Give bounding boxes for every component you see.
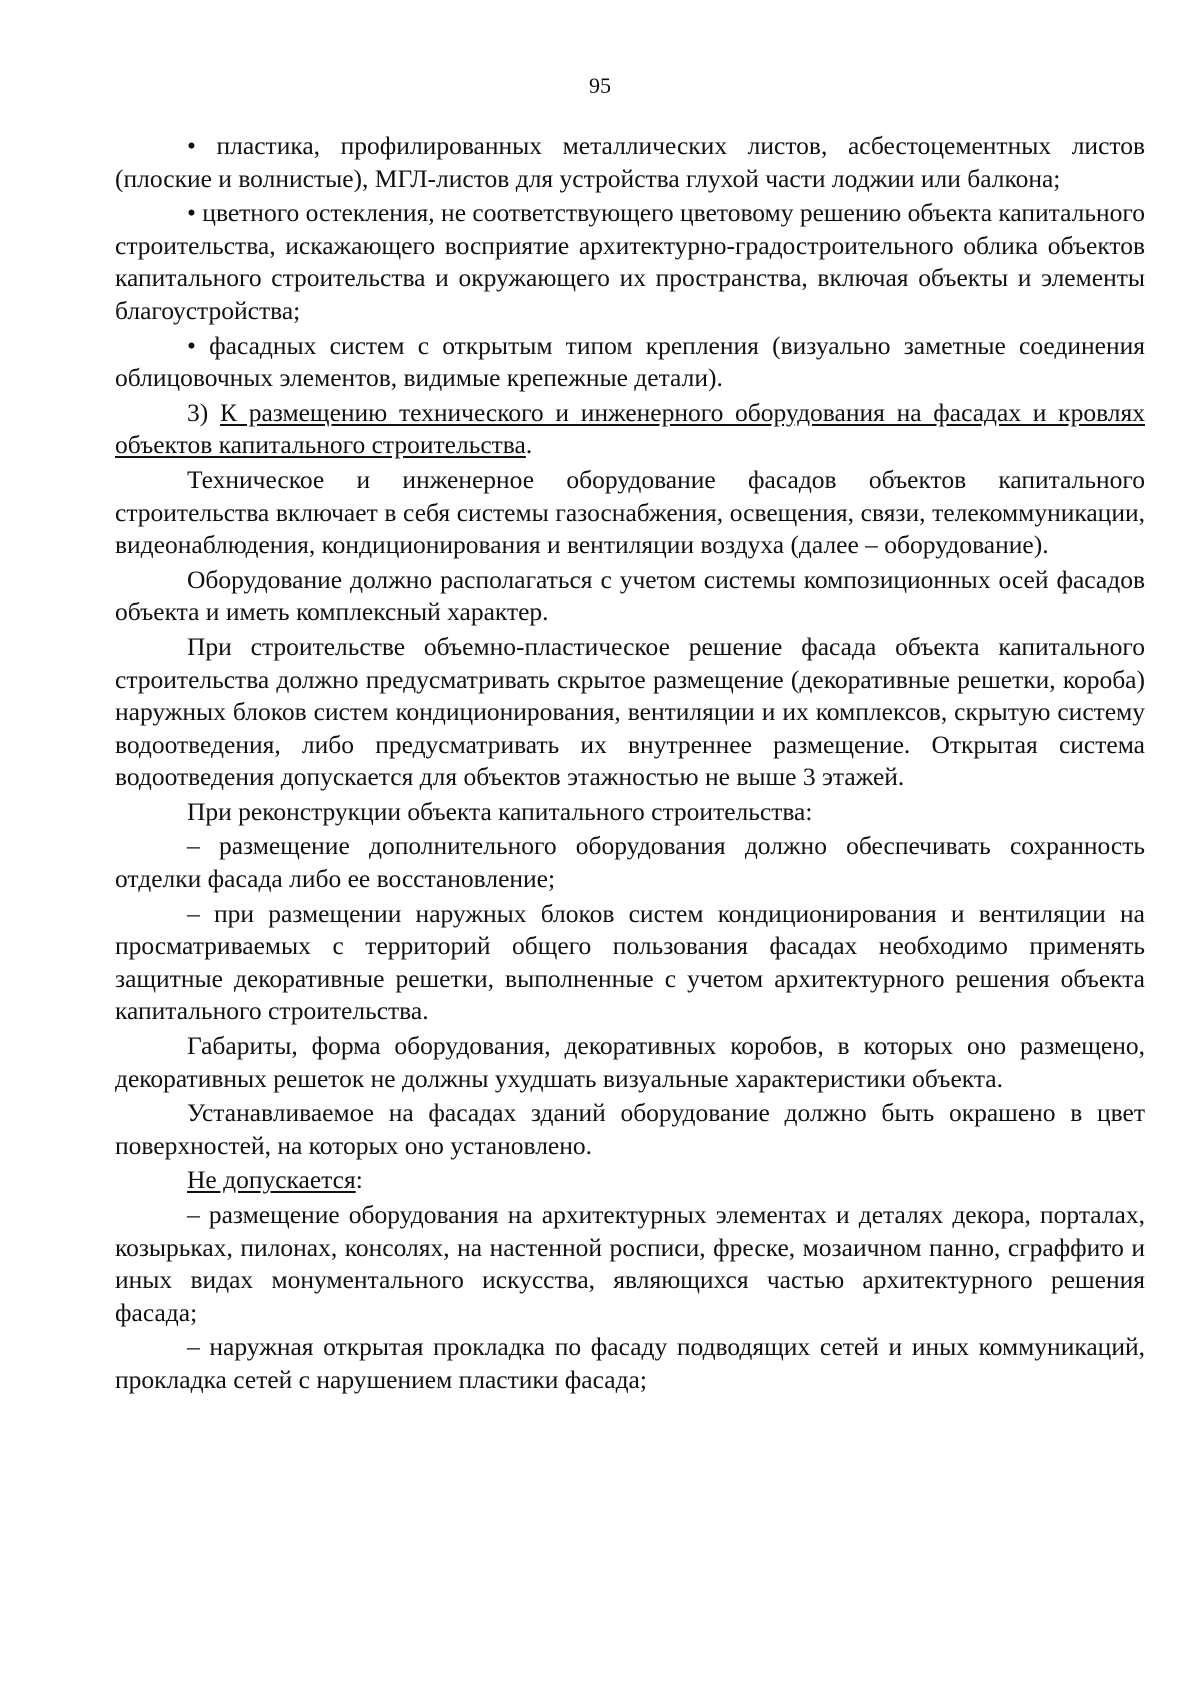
section-heading-tail: . — [525, 430, 533, 460]
section-heading-underlined: К размещению технического и инженерного оборудования на фасадах и кровлях объектов капитального строительства — [115, 397, 1145, 460]
paragraph-bullet-plastic: • пластика, профилированных металлических листов, асбестоцементных листов (плоские и волнистые), МГЛ-листов для устройства глухой части лоджии или балкона; — [115, 131, 1145, 193]
paragraph-bullet-facade-systems: • фасадных систем с открытым типом крепления (визуально заметные соединения облицовочных элементов, видимые крепежные детали). — [115, 330, 1145, 393]
document-body — [115, 130, 1145, 1399]
section-number: 3) — [187, 397, 220, 427]
not-allowed-underlined: Не допускается — [187, 1165, 356, 1195]
page-number: 95 — [589, 73, 611, 98]
paragraph-section-3-heading — [115, 397, 1145, 462]
not-allowed-tail: : — [355, 1165, 363, 1195]
paragraph-not-allowed-item-2: – наружная открытая прокладка по фасаду подводящих сетей и иных коммуникаций, прокладка сетей с нарушением пластики фасада; — [115, 1332, 1145, 1394]
paragraph-painting: Устанавливаемое на фасадах зданий оборудование должно быть окрашено в цвет поверхностей, на которых оно установлено. — [115, 1098, 1145, 1160]
paragraph-equipment-placement: Оборудование должно располагаться с учетом системы композиционных осей фасадов объекта и иметь комплексный характер. — [115, 564, 1145, 627]
paragraph-reconstruction-item-1: – размещение дополнительного оборудования должно обеспечивать сохранность отделки фасада либо ее восстановление; — [115, 831, 1145, 894]
paragraph-not-allowed-heading — [115, 1164, 1145, 1197]
paragraph-dimensions: Габариты, форма оборудования, декоративных коробов, в которых оно размещено, декоративных решеток не должны ухудшать визуальные характеристики объекта. — [115, 1031, 1145, 1093]
paragraph-not-allowed-item-1: – размещение оборудования на архитектурных элементах и деталях декора, порталах, козырьках, пилонах, консолях, на настенной росписи, фреске, мозаичном панно, сграффито и иных видах монументального искусства, являющихся частью архитектурного решения фасада; — [115, 1200, 1145, 1327]
paragraph-reconstruction-item-2: – при размещении наружных блоков систем кондиционирования и вентиляции на просматриваемых с территорий общего пользования фасадах необходимо применять защитные декоративные решетки, выполненные с учетом архитектурного решения объекта капитального строительства. — [115, 898, 1145, 1026]
paragraph-reconstruction-intro: При реконструкции объекта капитального строительства: — [187, 796, 813, 826]
paragraph-construction-requirements: При строительстве объемно-пластическое решение фасада объекта капитального строительства должно предусматривать скрытое размещение (декоративные решетки, короба) наружных блоков систем кондиционирования, вентиляции и их комплексов, скрытую систему водоотведения, либо предусматривать их внутреннее размещение. Открытая система водоотведения допускается для объектов этажностью не выше 3 этажей. — [115, 631, 1145, 792]
paragraph-equipment-definition: Техническое и инженерное оборудование фасадов объектов капитального строительства включает в себя системы газоснабжения, освещения, связи, телекоммуникации, видеонаблюдения, кондиционирования и вентиляции воздуха (далее – оборудование). — [115, 464, 1145, 560]
paragraph-bullet-glazing: • цветного остекления, не соответствующего цветовому решению объекта капитального строительства, искажающего восприятие архитектурно-градостроительного облика объектов капитального строительства и окружающего их пространства, включая объекты и элементы благоустройства; — [115, 198, 1145, 325]
